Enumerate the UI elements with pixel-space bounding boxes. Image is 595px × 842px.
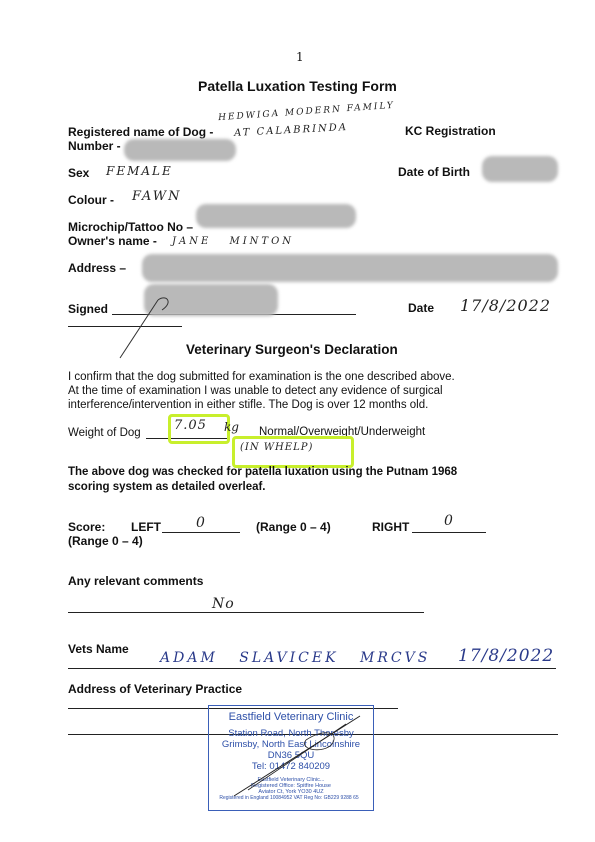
signed-label: Signed (68, 302, 109, 316)
owner-value: JANE MINTON (172, 236, 295, 247)
declaration-line-1: I confirm that the dog submitted for examination is the one described above. (68, 371, 455, 383)
vets-date: 17/8/2022 (458, 646, 555, 666)
right-line (412, 532, 486, 533)
comments-label: Any relevant comments (68, 574, 204, 588)
declaration-line-3: interference/intervention in either stifle. The Dog is over 12 months old. (68, 399, 429, 411)
signature-stroke (118, 296, 178, 360)
weight-label: Weight of Dog (68, 427, 141, 439)
right-value: 0 (444, 513, 455, 529)
comments-line (68, 612, 424, 613)
weight-note: (IN WHELP) (240, 442, 314, 453)
microchip-label: Microchip/Tattoo No – (68, 220, 194, 234)
right-label: RIGHT (372, 520, 410, 534)
sex-label: Sex (68, 166, 90, 180)
dob-label: Date of Birth (398, 165, 470, 179)
stamp-small4: Registered in England 10084952 VAT Reg No: GB229 9288 65 (219, 795, 359, 801)
reg-name-label: Registered name of Dog - (68, 125, 214, 139)
stamp-line1: Station Road, North Thoresby (228, 728, 354, 739)
left-value: 0 (196, 515, 207, 531)
weight-unit: kg (224, 420, 239, 434)
vets-name-label: Vets Name (68, 642, 129, 656)
form-title: Patella Luxation Testing Form (198, 78, 397, 94)
stamp-line3: DN36 5QU (267, 750, 315, 761)
address-label: Address – (68, 261, 127, 275)
declaration-line-2: At the time of examination I was unable to detect any evidence of surgical (68, 385, 443, 397)
stamp-small2: Registered Office: Spitfire House (251, 783, 331, 789)
redacted-microchip (196, 204, 356, 228)
redacted-number (124, 139, 236, 161)
date-label: Date (408, 301, 435, 315)
kc-registration-label: KC Registration (405, 124, 496, 138)
date-value: 17/8/2022 (460, 296, 552, 315)
declaration-title: Veterinary Surgeon's Declaration (186, 342, 398, 357)
comments-value: No (212, 596, 235, 612)
stamp-small3: Aviator Ct, York YO30 4UZ (258, 789, 324, 795)
stamp-name: Eastfield Veterinary Clinic (228, 711, 354, 723)
colour-value: FAWN (132, 189, 182, 204)
reg-name-value-line1: HEDWIGA MODERN FAMILY (217, 100, 396, 124)
number-label: Number - (68, 139, 121, 153)
weight-status: Normal/Overweight/Underweight (259, 426, 426, 438)
checked-line-2: scoring system as detailed overleaf. (68, 481, 266, 493)
vets-name-value: ADAM SLAVICEK MRCVS (160, 650, 431, 666)
score-label: Score: (68, 520, 106, 534)
sex-value: FEMALE (106, 164, 173, 178)
stamp-signature (228, 710, 368, 800)
range-label: (Range 0 – 4) (256, 520, 331, 534)
reg-name-value-line2: AT CALABRINDA (233, 122, 349, 139)
range-label-2: (Range 0 – 4) (68, 534, 143, 548)
checked-line-1: The above dog was checked for patella luxation using the Putnam 1968 (68, 466, 458, 478)
owner-label: Owner's name - (68, 234, 157, 248)
weight-value: 7.05 (174, 418, 207, 433)
vets-name-line (68, 668, 556, 669)
stamp-phone: Tel: 01472 840209 (251, 761, 331, 772)
redacted-dob (482, 156, 558, 182)
left-label: LEFT (131, 520, 161, 534)
stamp-small1: Eastfield Veterinary Clinic... (257, 777, 325, 783)
practice-label: Address of Veterinary Practice (68, 682, 243, 696)
redacted-address (142, 254, 558, 282)
left-line (162, 532, 240, 533)
stamp-line2: Grimsby, North East Lincolnshire (221, 739, 361, 750)
page-number: 1 (296, 50, 304, 64)
colour-label: Colour - (68, 193, 114, 207)
